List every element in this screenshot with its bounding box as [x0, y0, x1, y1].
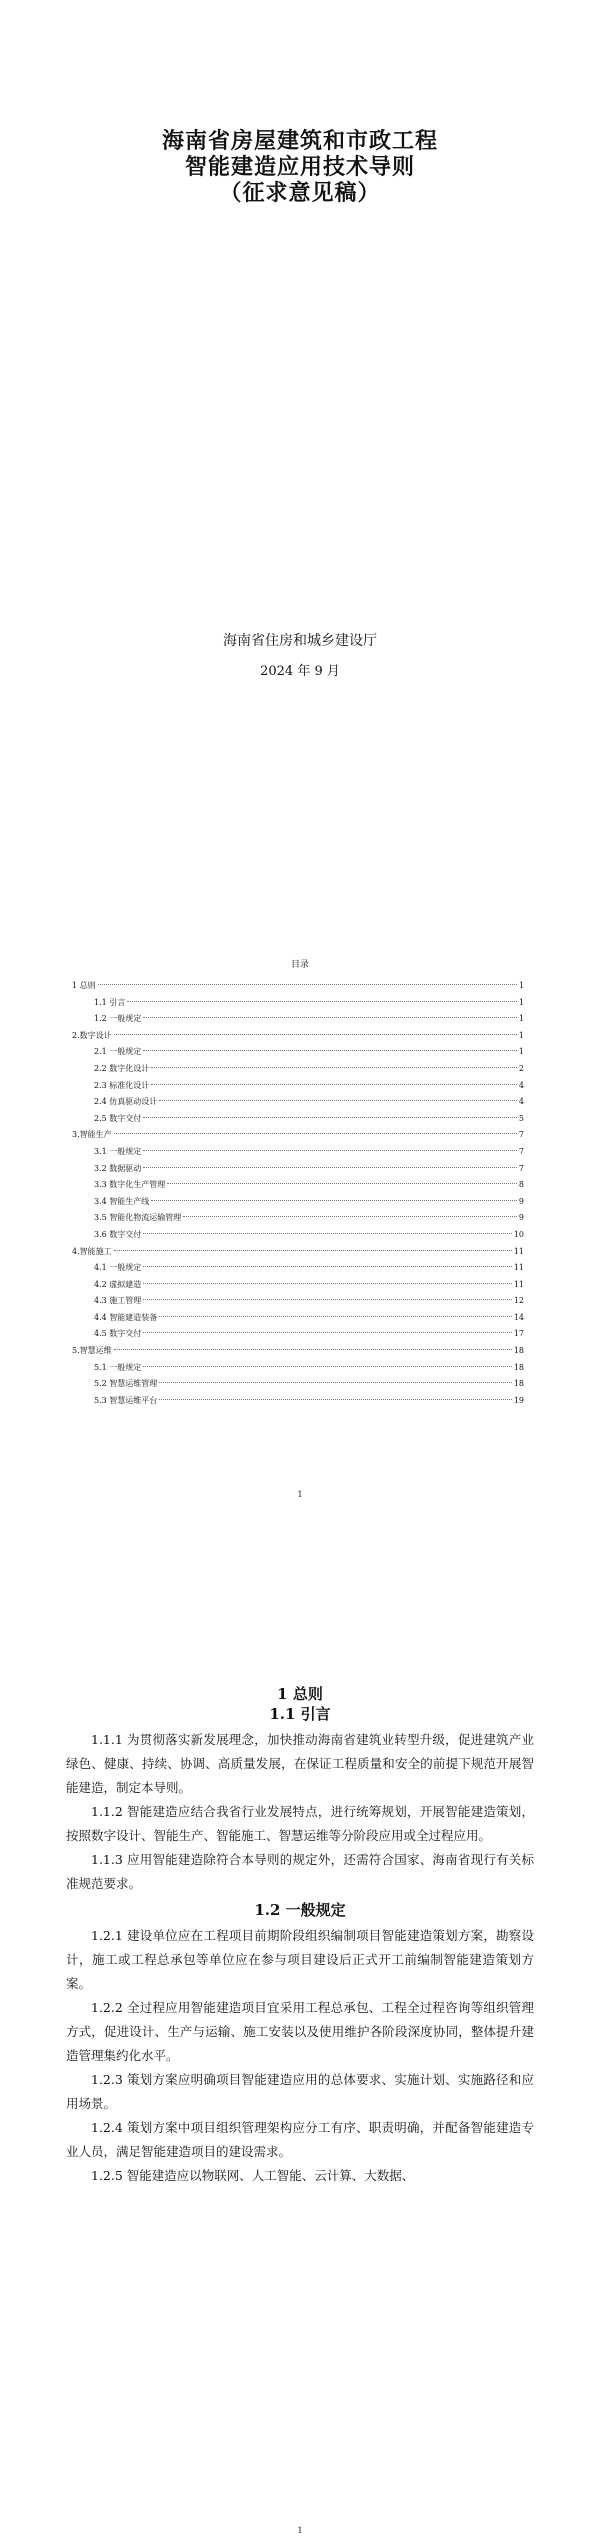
- toc-entry[interactable]: [72, 1376, 524, 1393]
- toc-entry-label: 2.5 数字交付: [94, 1113, 142, 1123]
- toc-entry-page: 5: [518, 1113, 524, 1123]
- toc-entry[interactable]: [72, 1161, 524, 1178]
- toc-entry-label: 1.2 一般规定: [94, 1014, 142, 1024]
- toc-leader: [143, 1017, 517, 1018]
- toc-leader: [143, 1283, 512, 1284]
- toc-entry[interactable]: [72, 1111, 524, 1128]
- toc-leader: [143, 1332, 512, 1333]
- toc-entry[interactable]: [72, 1260, 524, 1277]
- toc-entry-label: 3.5 智能化物流运输管理: [94, 1213, 182, 1223]
- toc-entry-label: 1.1 引言: [94, 997, 126, 1007]
- toc-leader: [98, 984, 517, 985]
- toc-entry-page: 1: [518, 1030, 524, 1040]
- toc-leader: [143, 1299, 512, 1300]
- toc-leader: [114, 1349, 512, 1350]
- toc-entry-label: 4.3 施工管理: [94, 1296, 142, 1306]
- toc-entry[interactable]: [72, 1094, 524, 1111]
- toc-entry[interactable]: [72, 1277, 524, 1294]
- toc-entry[interactable]: [72, 978, 524, 995]
- toc-entry[interactable]: [72, 1144, 524, 1161]
- toc-page-number: 1: [297, 1490, 303, 1499]
- toc-page: [0, 840, 600, 1660]
- toc-entry[interactable]: [72, 1244, 524, 1261]
- toc-entry-page: 18: [513, 1346, 524, 1356]
- toc-entry[interactable]: [72, 1028, 524, 1045]
- toc-leader: [159, 1316, 512, 1317]
- toc-entry-page: 11: [513, 1279, 524, 1289]
- clause-1-2-4: 1.2.4 策划方案中项目组织管理架构应分工有序、职责明确，并配备智能建造专业人员，满足智能建造项目的建设需求。: [66, 2120, 534, 2159]
- toc-leader: [151, 1084, 517, 1085]
- toc-entry-label: 3.智能生产: [72, 1130, 112, 1140]
- clause-1-1-3: 1.1.3 应用智能建造除符合本导则的规定外，还需符合国家、海南省现行有关标准规范要求。: [66, 1852, 534, 1891]
- toc-leader: [114, 1133, 517, 1134]
- toc-entry-page: 1: [518, 1047, 524, 1057]
- toc-entry-page: 17: [513, 1329, 524, 1339]
- toc-entry-page: 11: [513, 1246, 524, 1256]
- section-title: 1.2 一般规定: [254, 1901, 346, 1919]
- section-title: 1.1 引言: [269, 1705, 331, 1723]
- toc-entry-label: 5.1 一般规定: [94, 1362, 142, 1372]
- toc-entry[interactable]: [72, 1127, 524, 1144]
- toc-entry-page: 4: [518, 1080, 524, 1090]
- toc-entry[interactable]: [72, 1177, 524, 1194]
- title-line-3: （征求意见稿）: [219, 180, 381, 206]
- toc-entry-label: 4.智能施工: [72, 1246, 112, 1256]
- toc-entry[interactable]: [72, 1061, 524, 1078]
- toc-entry-page: 12: [513, 1296, 524, 1306]
- toc-entry[interactable]: [72, 1293, 524, 1310]
- clause-1-2-3: 1.2.3 策划方案应明确项目智能建造应用的总体要求、实施计划、实施路径和应用场景。: [66, 2072, 534, 2111]
- toc-entry[interactable]: [72, 1078, 524, 1095]
- toc-leader: [159, 1382, 512, 1383]
- toc-entry-page: 2: [518, 1063, 524, 1073]
- title-line-1: 海南省房屋建筑和市政工程: [161, 128, 438, 154]
- document-title: [0, 128, 600, 206]
- body-content: [66, 1684, 534, 2188]
- title-line-2: 智能建造应用技术导则: [184, 154, 415, 180]
- toc-entry-label: 5.3 智慧运维平台: [94, 1395, 158, 1405]
- issue-date: 2024 年 9 月: [260, 664, 340, 679]
- toc-leader: [114, 1250, 512, 1251]
- toc-entry-label: 5.智慧运维: [72, 1346, 112, 1356]
- toc-entry[interactable]: [72, 1044, 524, 1061]
- toc-leader: [114, 1034, 517, 1035]
- body-page: [0, 1660, 600, 2544]
- toc-leader: [143, 1366, 512, 1367]
- body-page-number: 1: [297, 2526, 303, 2535]
- toc-entry-page: 19: [513, 1395, 524, 1405]
- clause-1-1-2: 1.1.2 智能建造应结合我省行业发展特点，进行统筹规划，开展智能建造策划，按照数字设计、智能生产、智能施工、智慧运维等分阶段应用或全过程应用。: [66, 1804, 534, 1843]
- clause-1-2-2: 1.2.2 全过程应用智能建造项目宜采用工程总承包、工程全过程咨询等组织管理方式，促进设计、生产与运输、施工安装以及使用维护各阶段深度协同，整体提升建造管理集约化水平。: [66, 2000, 534, 2063]
- toc-entry-page: 14: [513, 1312, 524, 1322]
- toc-entry-label: 3.3 数字化生产管理: [94, 1180, 166, 1190]
- toc-entry[interactable]: [72, 1326, 524, 1343]
- toc-leader: [143, 1233, 512, 1234]
- toc-entry[interactable]: [72, 1310, 524, 1327]
- toc-entry-label: 5.2 智慧运维管理: [94, 1379, 158, 1389]
- toc-leader: [151, 1200, 517, 1201]
- toc-entry[interactable]: [72, 1194, 524, 1211]
- toc-entry-label: 2.数字设计: [72, 1030, 112, 1040]
- toc-entry-page: 7: [518, 1163, 524, 1173]
- toc-entry-label: 1 总则: [72, 981, 96, 990]
- toc-entry-page: 18: [513, 1362, 524, 1372]
- toc-leader: [159, 1100, 517, 1101]
- cover-page: [0, 0, 600, 840]
- toc-entry-label: 2.3 标准化设计: [94, 1080, 150, 1090]
- toc-entry-page: 8: [518, 1180, 524, 1190]
- toc-leader: [183, 1216, 517, 1217]
- toc-leader: [167, 1183, 517, 1184]
- toc-leader: [143, 1167, 517, 1168]
- toc-leader: [143, 1117, 517, 1118]
- toc-entry-label: 3.1 一般规定: [94, 1146, 142, 1156]
- clause-1-2-1: 1.2.1 建设单位应在工程项目前期阶段组织编制项目智能建造策划方案，勘察设计，施工或工程总承包等单位应在参与项目建设后正式开工前编制智能建造策划方案。: [66, 1928, 534, 1991]
- toc-entry-page: 9: [518, 1196, 524, 1206]
- issuing-authority: 海南省住房和城乡建设厅: [223, 633, 377, 649]
- toc-entry[interactable]: [72, 1210, 524, 1227]
- toc-entry-page: 11: [513, 1263, 524, 1273]
- toc-entry-page: 18: [513, 1379, 524, 1389]
- toc-entry-page: 1: [518, 981, 524, 990]
- chapter-title: 1 总则: [277, 1685, 323, 1703]
- toc-entry-label: 3.6 数字交付: [94, 1229, 142, 1239]
- toc-entry-label: 4.5 数字交付: [94, 1329, 142, 1339]
- toc-entry-page: 1: [518, 1014, 524, 1024]
- toc-list: [72, 978, 524, 1409]
- toc-entry-page: 1: [518, 997, 524, 1007]
- toc-entry-label: 4.2 虚拟建造: [94, 1279, 142, 1289]
- toc-leader: [143, 1150, 517, 1151]
- toc-entry-page: 7: [518, 1146, 524, 1156]
- toc-entry-label: 2.4 仿真驱动设计: [94, 1097, 158, 1107]
- toc-leader: [159, 1399, 512, 1400]
- toc-entry[interactable]: [72, 995, 524, 1012]
- toc-entry[interactable]: [72, 1360, 524, 1377]
- toc-entry[interactable]: [72, 1011, 524, 1028]
- toc-entry[interactable]: [72, 1393, 524, 1410]
- toc-entry[interactable]: [72, 1343, 524, 1360]
- toc-entry-label: 4.4 智能建造装备: [94, 1312, 158, 1322]
- toc-leader: [143, 1266, 512, 1267]
- toc-entry-label: 3.2 数据驱动: [94, 1163, 142, 1173]
- clause-1-1-1: 1.1.1 为贯彻落实新发展理念，加快推动海南省建筑业转型升级，促进建筑产业绿色、健康、持续、协调、高质量发展，在保证工程质量和安全的前提下规范开展智能建造，制定本导则。: [66, 1732, 534, 1795]
- toc-heading: 目录: [290, 960, 309, 970]
- toc-leader: [127, 1001, 517, 1002]
- toc-entry[interactable]: [72, 1227, 524, 1244]
- toc-entry-page: 9: [518, 1213, 524, 1223]
- toc-entry-label: 4.1 一般规定: [94, 1263, 142, 1273]
- toc-leader: [143, 1050, 517, 1051]
- toc-leader: [151, 1067, 517, 1068]
- toc-entry-label: 2.2 数字化设计: [94, 1063, 150, 1073]
- clause-1-2-5: 1.2.5 智能建造应以物联网、人工智能、云计算、大数据、: [91, 2168, 415, 2183]
- toc-entry-label: 2.1 一般规定: [94, 1047, 142, 1057]
- toc-entry-page: 7: [518, 1130, 524, 1140]
- toc-entry-page: 4: [518, 1097, 524, 1107]
- toc-entry-page: 10: [513, 1229, 524, 1239]
- toc-entry-label: 3.4 智能生产线: [94, 1196, 150, 1206]
